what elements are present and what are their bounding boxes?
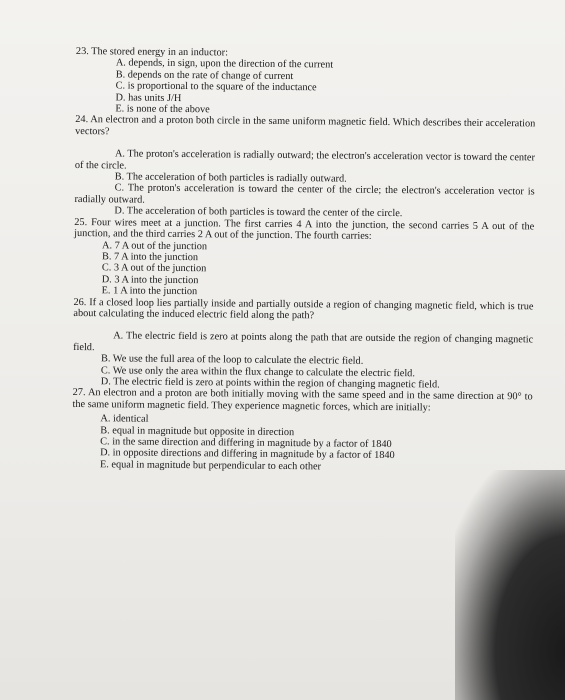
option-c: C. in the same direction and differing in magnitude by a factor of 1840	[100, 436, 392, 451]
option-d: D. has units J/H	[115, 92, 182, 104]
option-b: B. equal in magnitude but opposite in direction	[100, 424, 295, 438]
question-stem: 24. An electron and a proton both circle in the same uniform magnetic field. Which describes their acceleration vectors?	[75, 114, 536, 138]
option-c: C. is proportional to the square of the inductance	[115, 80, 317, 94]
question-stem: 25. Four wires meet at a junction. The first carries 4 A into the junction, the second carries 5 A out of the junction, and the third carries 2 A out of the junction. The fourth carries:	[74, 216, 535, 242]
option-a: A. depends, in sign, upon the direction of the current	[115, 57, 334, 71]
option-d: D. 3 A into the junction	[101, 273, 199, 286]
question-stem: 27. An electron and a proton are both initially moving with the same speed and in the same direction at 90° to the same uniform magnetic field. They experience magnetic forces, which are initially:	[72, 387, 533, 414]
option-b: B. The acceleration of both particles is radially outward.	[114, 171, 347, 185]
option-e: E. equal in magnitude but perpendicular to each other	[99, 459, 322, 473]
question-25	[74, 217, 535, 301]
option-a: A. The proton's acceleration is radially outward; the electron's acceleration vector is toward the center of the circle.	[74, 148, 535, 172]
option-e: E. is none of the above	[115, 103, 210, 116]
option-a: A. identical	[100, 413, 149, 425]
option-d: D. The acceleration of both particles is toward the center of the circle.	[114, 205, 403, 220]
photo-shadow	[455, 470, 565, 700]
option-d: D. in opposite directions and differing in magnitude by a factor of 1840	[100, 447, 395, 462]
option-a: A. 7 A out of the junction	[102, 239, 208, 252]
question-27	[72, 387, 533, 474]
question-stem: 26. If a closed loop lies partially inside and partially outside a region of changing magnetic field, which is true about calculating the induced electric field along the path?	[73, 296, 534, 322]
option-e: E. 1 A into the junction	[101, 285, 198, 298]
question-26	[73, 297, 534, 392]
option-c: C. 3 A out of the junction	[101, 262, 207, 275]
question-sheet	[72, 46, 536, 475]
option-c: C. The proton's acceleration is toward the center of the circle; the electron's acceleration vector is radially outward.	[74, 182, 535, 206]
question-stem: 23. The stored energy in an inductor:	[75, 46, 229, 59]
option-b: B. 7 A into the junction	[101, 251, 199, 264]
question-24	[74, 114, 535, 221]
option-a: A. The electric field is zero at points along the path that are outside the region of changing magnetic field.	[73, 330, 534, 353]
option-b: B. We use the full area of the loop to calculate the electric field.	[100, 353, 364, 367]
option-b: B. depends on the rate of change of current	[115, 69, 294, 82]
option-c: C. We use only the area within the flux change to calculate the electric field.	[100, 364, 415, 379]
question-23	[75, 46, 536, 119]
option-d: D. The electric field is zero at points within the region of changing magnetic field.	[100, 376, 440, 391]
